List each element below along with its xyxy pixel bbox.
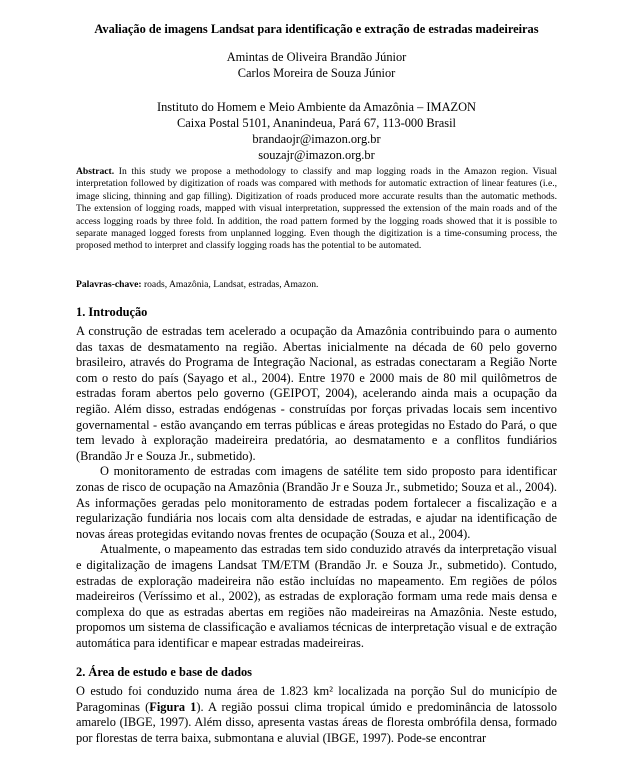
paper-title: Avaliação de imagens Landsat para identificação e extração de estradas madeireiras xyxy=(94,22,539,36)
keywords-text: roads, Amazônia, Landsat, estradas, Amazon. xyxy=(141,279,319,290)
abstract-label: Abstract. xyxy=(76,166,115,177)
section-heading-introducao: 1. Introdução xyxy=(76,305,148,319)
abstract xyxy=(76,166,557,253)
paragraph: Atualmente, o mapeamento das estradas tem sido conduzido através da interpretação visual e digitalização de imagens Landsat TM/ETM (Brandão Jr. e Souza Jr., submetido). Contudo, estradas de exploração madeireira não estão incluídas no mapeamento. Em regiões de pólos madeireiros (Veríssimo et al., 2002), as estradas de exploração formam uma rede mais densa e complexa do que as estradas abertas em regiões não madeireiras na Amazônia. Neste estudo, propomos um sistema de classificação e avaliamos técnicas de interpretação visual e de extração automática para identificar e mapear estradas madeireiras. xyxy=(76,542,557,650)
postal-address: Caixa Postal 5101, Ananindeua, Pará 67, 113-000 Brasil xyxy=(177,116,456,130)
affiliation-block xyxy=(0,99,633,163)
author-list xyxy=(0,49,633,81)
section-introducao-body xyxy=(76,324,557,651)
abstract-text: In this study we propose a methodology to classify and map logging roads in the Amazon region. Visual interpretation followed by digitization of roads was compared with methods for automatic extraction of linear features (i.e., image slicing, thinning and gap filling). Digitization of roads produced more accurate results than the automatic methods. The extension of logging roads, mapped with visual interpretation, suppressed the extension of the main roads and of the access logging roads by three fold. In addition, the road pattern formed by the logging roads showed that it is possible to separate managed logged forests from unplanned logging. Even though the digitization is a time-consuming process, the proposed method to interpret and classify logging roads has the potential to be automated. xyxy=(76,166,557,252)
paragraph: A construção de estradas tem acelerado a ocupação da Amazônia contribuindo para o aumento das taxas de desmatamento na região. Abertas inicialmente na década de 60 pelo governo brasileiro, através do Programa de Integração Nacional, as estradas conectaram a Região Norte com o resto do país (Sayago et al., 2004). Entre 1970 e 2000 mais de 80 mil quilômetros de estradas foram abertos pelo governo (GEIPOT, 2004), acelerando ainda mais a ocupação da região. Além disso, estradas endógenas - construídas por forças privadas locais sem incentivo governamental - estão avançando em terras públicas e áreas protegidas no Estado do Pará, o que tem levado à exploração madeireira predatória, ao desmatamento e a conflitos fundiários (Brandão Jr e Souza Jr., submetido). xyxy=(76,324,557,463)
keywords xyxy=(76,279,557,291)
author-name: Carlos Moreira de Souza Júnior xyxy=(237,66,396,80)
keywords-label: Palavras-chave: xyxy=(76,279,142,290)
paragraph-text: O estudo foi conduzido numa área de 1.823 km² localizada na porção Sul do município de Paragominas ( xyxy=(76,684,557,714)
author-name: Amintas de Oliveira Brandão Júnior xyxy=(226,50,407,64)
email-address: brandaojr@imazon.org.br xyxy=(252,132,381,146)
paragraph-text: ). A região possui clima tropical úmido e predominância de latossolo amarelo (IBGE, 1997). Além disso, apresenta vastas áreas de floresta ombrófila densa, formado por florestas de terra baixa, submontana e aluvial (IBGE, 1997). Pode-se encontrar xyxy=(76,699,557,745)
figure-reference: Figura 1 xyxy=(149,699,197,714)
institution: Instituto do Homem e Meio Ambiente da Amazônia – IMAZON xyxy=(156,100,476,114)
paragraph: O monitoramento de estradas com imagens de satélite tem sido proposto para identificar zonas de risco de ocupação na Amazônia (Brandão Jr e Souza Jr., submetido; Souza et al., 2004). As informações geradas pelo monitoramento de estradas podem fortalecer a fiscalização e a regularização fundiária nos locais com alta densidade de estradas, e ajudar na identificação de novas áreas protegidas evitando novas frentes de ocupação (Souza et al., 2004). xyxy=(76,464,557,541)
section-heading-area-estudo: 2. Área de estudo e base de dados xyxy=(76,665,253,679)
email-address: souzajr@imazon.org.br xyxy=(258,148,375,162)
section-area-estudo-body xyxy=(76,684,557,746)
paragraph xyxy=(76,684,557,746)
